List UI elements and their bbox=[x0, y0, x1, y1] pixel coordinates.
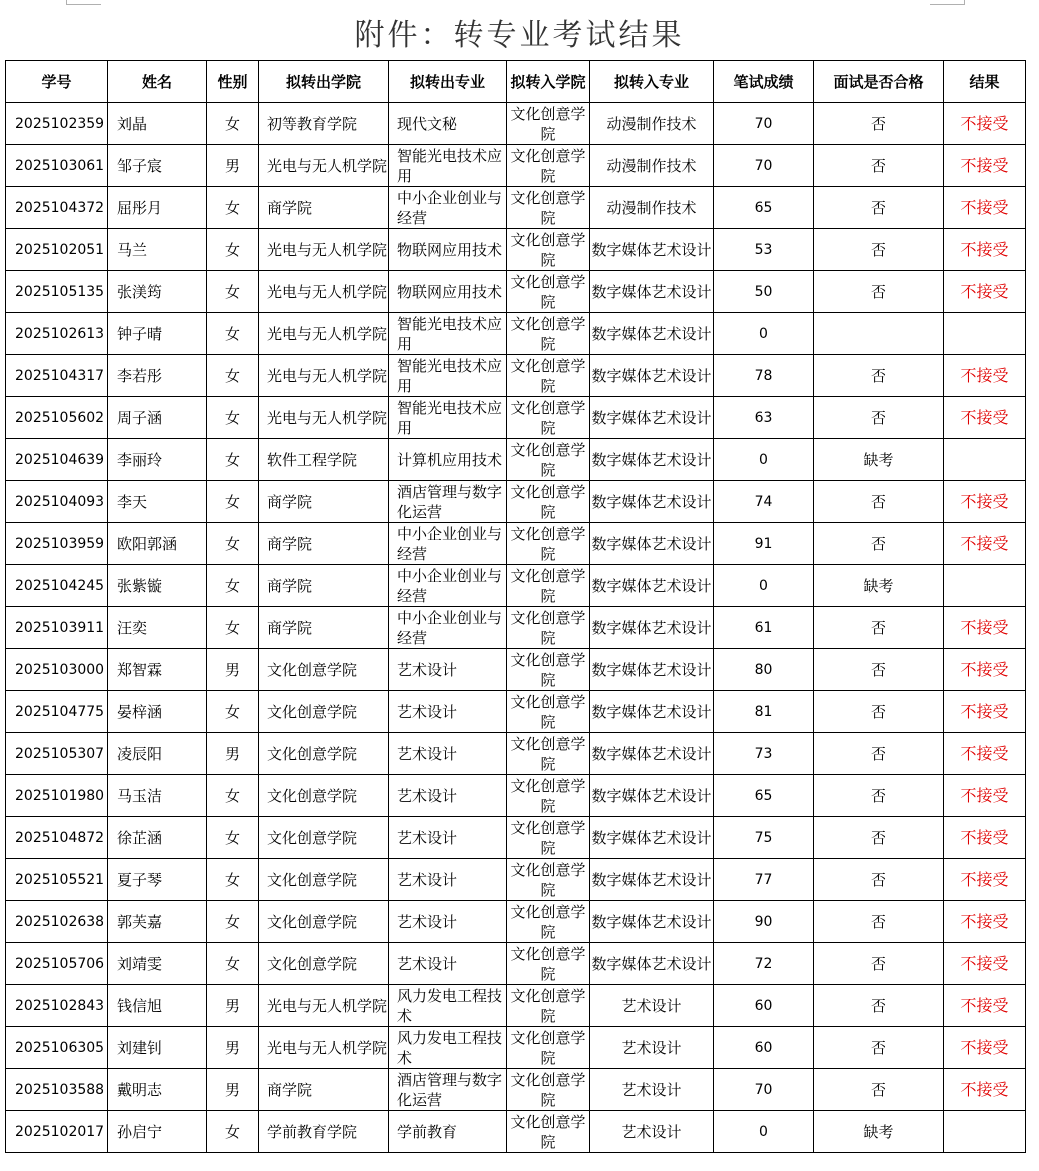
cell-gender: 女 bbox=[207, 103, 259, 145]
cell-interview-pass: 否 bbox=[814, 355, 944, 397]
cell-to-college: 文化创意学院 bbox=[507, 187, 590, 229]
cell-result: 不接受 bbox=[944, 733, 1026, 775]
cell-from-major: 艺术设计 bbox=[389, 859, 507, 901]
cell-gender: 女 bbox=[207, 229, 259, 271]
cell-student-id: 2025103000 bbox=[6, 649, 108, 691]
cell-to-college: 文化创意学院 bbox=[507, 271, 590, 313]
cell-name: 屈彤月 bbox=[108, 187, 207, 229]
cell-to-major: 艺术设计 bbox=[590, 1111, 714, 1153]
cell-from-major: 酒店管理与数字化运营 bbox=[389, 1069, 507, 1111]
cell-to-college: 文化创意学院 bbox=[507, 1111, 590, 1153]
cell-student-id: 2025101980 bbox=[6, 775, 108, 817]
table-header-row bbox=[6, 61, 1026, 103]
cell-from-college: 商学院 bbox=[259, 565, 389, 607]
cell-to-major: 数字媒体艺术设计 bbox=[590, 355, 714, 397]
cell-to-major: 数字媒体艺术设计 bbox=[590, 859, 714, 901]
cell-name: 钱信旭 bbox=[108, 985, 207, 1027]
cell-written-score: 0 bbox=[714, 313, 814, 355]
cell-interview-pass: 缺考 bbox=[814, 565, 944, 607]
cell-to-major: 艺术设计 bbox=[590, 1069, 714, 1111]
cell-result: 不接受 bbox=[944, 775, 1026, 817]
table-row bbox=[6, 397, 1026, 439]
cell-to-major: 数字媒体艺术设计 bbox=[590, 733, 714, 775]
cell-written-score: 65 bbox=[714, 775, 814, 817]
cell-written-score: 0 bbox=[714, 565, 814, 607]
header-to-college: 拟转入学院 bbox=[507, 61, 590, 103]
cell-interview-pass: 否 bbox=[814, 775, 944, 817]
cell-result: 不接受 bbox=[944, 145, 1026, 187]
cell-to-college: 文化创意学院 bbox=[507, 649, 590, 691]
table-row bbox=[6, 1111, 1026, 1153]
cell-from-college: 文化创意学院 bbox=[259, 859, 389, 901]
cell-result: 不接受 bbox=[944, 271, 1026, 313]
cell-from-college: 光电与无人机学院 bbox=[259, 355, 389, 397]
cell-to-college: 文化创意学院 bbox=[507, 817, 590, 859]
cell-name: 郑智霖 bbox=[108, 649, 207, 691]
cell-result: 不接受 bbox=[944, 859, 1026, 901]
cell-result: 不接受 bbox=[944, 103, 1026, 145]
cell-gender: 女 bbox=[207, 523, 259, 565]
cell-from-college: 文化创意学院 bbox=[259, 775, 389, 817]
cell-interview-pass: 否 bbox=[814, 271, 944, 313]
cell-result: 不接受 bbox=[944, 523, 1026, 565]
cell-interview-pass: 否 bbox=[814, 187, 944, 229]
cell-to-major: 数字媒体艺术设计 bbox=[590, 523, 714, 565]
cell-name: 戴明志 bbox=[108, 1069, 207, 1111]
cell-from-college: 商学院 bbox=[259, 187, 389, 229]
cell-to-major: 数字媒体艺术设计 bbox=[590, 229, 714, 271]
cell-name: 钟子晴 bbox=[108, 313, 207, 355]
cell-student-id: 2025103959 bbox=[6, 523, 108, 565]
cell-result: 不接受 bbox=[944, 397, 1026, 439]
cell-to-major: 数字媒体艺术设计 bbox=[590, 565, 714, 607]
cell-to-college: 文化创意学院 bbox=[507, 481, 590, 523]
page-title: 附件：转专业考试结果 bbox=[354, 18, 685, 53]
table-row bbox=[6, 229, 1026, 271]
cell-interview-pass: 否 bbox=[814, 1027, 944, 1069]
cell-from-college: 软件工程学院 bbox=[259, 439, 389, 481]
table-row bbox=[6, 565, 1026, 607]
header-to-major: 拟转入专业 bbox=[590, 61, 714, 103]
cell-to-major: 数字媒体艺术设计 bbox=[590, 817, 714, 859]
cell-from-college: 光电与无人机学院 bbox=[259, 985, 389, 1027]
cell-written-score: 75 bbox=[714, 817, 814, 859]
cell-to-major: 数字媒体艺术设计 bbox=[590, 943, 714, 985]
cell-result: 不接受 bbox=[944, 1027, 1026, 1069]
cell-interview-pass: 否 bbox=[814, 817, 944, 859]
cell-from-major: 风力发电工程技术 bbox=[389, 985, 507, 1027]
cell-result: 不接受 bbox=[944, 1069, 1026, 1111]
cell-result bbox=[944, 565, 1026, 607]
header-result: 结果 bbox=[944, 61, 1026, 103]
cell-result: 不接受 bbox=[944, 817, 1026, 859]
cell-result: 不接受 bbox=[944, 985, 1026, 1027]
table-row bbox=[6, 1027, 1026, 1069]
table-row bbox=[6, 901, 1026, 943]
cell-written-score: 78 bbox=[714, 355, 814, 397]
header-from-college: 拟转出学院 bbox=[259, 61, 389, 103]
cell-student-id: 2025104245 bbox=[6, 565, 108, 607]
cell-written-score: 61 bbox=[714, 607, 814, 649]
cell-result bbox=[944, 439, 1026, 481]
cell-name: 张紫镟 bbox=[108, 565, 207, 607]
cell-gender: 女 bbox=[207, 313, 259, 355]
cell-from-major: 智能光电技术应用 bbox=[389, 397, 507, 439]
cell-name: 凌辰阳 bbox=[108, 733, 207, 775]
cell-name: 周子涵 bbox=[108, 397, 207, 439]
cell-to-major: 艺术设计 bbox=[590, 985, 714, 1027]
cell-name: 夏子琴 bbox=[108, 859, 207, 901]
cell-from-major: 中小企业创业与经营 bbox=[389, 187, 507, 229]
cell-written-score: 70 bbox=[714, 1069, 814, 1111]
cell-interview-pass: 否 bbox=[814, 901, 944, 943]
cell-name: 马玉洁 bbox=[108, 775, 207, 817]
cell-to-college: 文化创意学院 bbox=[507, 145, 590, 187]
cell-from-major: 风力发电工程技术 bbox=[389, 1027, 507, 1069]
cell-written-score: 77 bbox=[714, 859, 814, 901]
cell-gender: 女 bbox=[207, 355, 259, 397]
cell-student-id: 2025104639 bbox=[6, 439, 108, 481]
cell-written-score: 81 bbox=[714, 691, 814, 733]
cell-student-id: 2025105307 bbox=[6, 733, 108, 775]
header-student-id: 学号 bbox=[6, 61, 108, 103]
cell-result: 不接受 bbox=[944, 481, 1026, 523]
cell-interview-pass: 否 bbox=[814, 649, 944, 691]
cell-from-college: 文化创意学院 bbox=[259, 901, 389, 943]
cell-name: 刘靖雯 bbox=[108, 943, 207, 985]
cell-interview-pass: 否 bbox=[814, 229, 944, 271]
cell-to-college: 文化创意学院 bbox=[507, 355, 590, 397]
cell-student-id: 2025102843 bbox=[6, 985, 108, 1027]
cell-written-score: 91 bbox=[714, 523, 814, 565]
cell-gender: 男 bbox=[207, 985, 259, 1027]
cell-student-id: 2025103061 bbox=[6, 145, 108, 187]
cell-from-major: 智能光电技术应用 bbox=[389, 355, 507, 397]
cell-gender: 女 bbox=[207, 859, 259, 901]
cell-to-college: 文化创意学院 bbox=[507, 1027, 590, 1069]
table-row bbox=[6, 859, 1026, 901]
cell-name: 刘晶 bbox=[108, 103, 207, 145]
cell-written-score: 72 bbox=[714, 943, 814, 985]
cell-student-id: 2025105602 bbox=[6, 397, 108, 439]
cell-name: 张渼筠 bbox=[108, 271, 207, 313]
cell-gender: 女 bbox=[207, 1111, 259, 1153]
cell-to-college: 文化创意学院 bbox=[507, 397, 590, 439]
table-row bbox=[6, 1069, 1026, 1111]
cell-from-college: 文化创意学院 bbox=[259, 649, 389, 691]
cell-interview-pass: 缺考 bbox=[814, 1111, 944, 1153]
cell-written-score: 90 bbox=[714, 901, 814, 943]
cell-name: 李丽玲 bbox=[108, 439, 207, 481]
cell-name: 邹子宸 bbox=[108, 145, 207, 187]
cell-to-major: 数字媒体艺术设计 bbox=[590, 439, 714, 481]
cell-result: 不接受 bbox=[944, 691, 1026, 733]
cell-from-major: 艺术设计 bbox=[389, 817, 507, 859]
cell-interview-pass: 否 bbox=[814, 985, 944, 1027]
cell-result: 不接受 bbox=[944, 649, 1026, 691]
cell-written-score: 50 bbox=[714, 271, 814, 313]
cell-written-score: 0 bbox=[714, 439, 814, 481]
header-name: 姓名 bbox=[108, 61, 207, 103]
cell-from-major: 现代文秘 bbox=[389, 103, 507, 145]
cell-from-major: 智能光电技术应用 bbox=[389, 313, 507, 355]
cell-written-score: 63 bbox=[714, 397, 814, 439]
cell-result: 不接受 bbox=[944, 355, 1026, 397]
cell-from-college: 文化创意学院 bbox=[259, 943, 389, 985]
cell-from-college: 文化创意学院 bbox=[259, 817, 389, 859]
cell-from-college: 光电与无人机学院 bbox=[259, 1027, 389, 1069]
cell-to-college: 文化创意学院 bbox=[507, 775, 590, 817]
table-row bbox=[6, 439, 1026, 481]
cell-from-college: 光电与无人机学院 bbox=[259, 313, 389, 355]
cell-gender: 男 bbox=[207, 145, 259, 187]
cell-gender: 女 bbox=[207, 817, 259, 859]
cell-result bbox=[944, 313, 1026, 355]
table-row bbox=[6, 985, 1026, 1027]
cell-written-score: 70 bbox=[714, 103, 814, 145]
cell-from-major: 艺术设计 bbox=[389, 775, 507, 817]
cell-name: 刘建钊 bbox=[108, 1027, 207, 1069]
cell-interview-pass: 否 bbox=[814, 733, 944, 775]
cell-interview-pass: 否 bbox=[814, 943, 944, 985]
cell-to-college: 文化创意学院 bbox=[507, 439, 590, 481]
cell-from-major: 艺术设计 bbox=[389, 943, 507, 985]
cell-to-major: 数字媒体艺术设计 bbox=[590, 313, 714, 355]
cell-student-id: 2025103911 bbox=[6, 607, 108, 649]
cell-from-college: 商学院 bbox=[259, 607, 389, 649]
cell-result bbox=[944, 1111, 1026, 1153]
cell-from-major: 物联网应用技术 bbox=[389, 271, 507, 313]
cell-interview-pass: 否 bbox=[814, 1069, 944, 1111]
cell-written-score: 74 bbox=[714, 481, 814, 523]
cell-gender: 男 bbox=[207, 649, 259, 691]
cell-from-college: 光电与无人机学院 bbox=[259, 271, 389, 313]
cell-student-id: 2025105135 bbox=[6, 271, 108, 313]
cell-result: 不接受 bbox=[944, 943, 1026, 985]
cell-written-score: 0 bbox=[714, 1111, 814, 1153]
cell-gender: 男 bbox=[207, 1027, 259, 1069]
header-from-major: 拟转出专业 bbox=[389, 61, 507, 103]
cell-result: 不接受 bbox=[944, 187, 1026, 229]
cell-student-id: 2025104093 bbox=[6, 481, 108, 523]
cell-student-id: 2025104372 bbox=[6, 187, 108, 229]
cell-name: 徐芷涵 bbox=[108, 817, 207, 859]
cell-name: 汪奕 bbox=[108, 607, 207, 649]
cell-result: 不接受 bbox=[944, 901, 1026, 943]
cell-to-major: 数字媒体艺术设计 bbox=[590, 271, 714, 313]
cell-gender: 女 bbox=[207, 187, 259, 229]
cell-gender: 女 bbox=[207, 775, 259, 817]
results-table bbox=[5, 60, 1026, 1153]
table-body bbox=[6, 103, 1026, 1153]
page-corner-mark-left bbox=[66, 0, 101, 5]
cell-gender: 女 bbox=[207, 943, 259, 985]
header-gender: 性别 bbox=[207, 61, 259, 103]
cell-to-college: 文化创意学院 bbox=[507, 691, 590, 733]
cell-student-id: 2025102051 bbox=[6, 229, 108, 271]
cell-interview-pass: 否 bbox=[814, 691, 944, 733]
cell-to-college: 文化创意学院 bbox=[507, 985, 590, 1027]
cell-student-id: 2025104775 bbox=[6, 691, 108, 733]
cell-to-college: 文化创意学院 bbox=[507, 103, 590, 145]
cell-interview-pass: 否 bbox=[814, 397, 944, 439]
table-row bbox=[6, 607, 1026, 649]
cell-gender: 女 bbox=[207, 901, 259, 943]
table-row bbox=[6, 103, 1026, 145]
cell-from-major: 计算机应用技术 bbox=[389, 439, 507, 481]
cell-written-score: 80 bbox=[714, 649, 814, 691]
page-corner-mark-right bbox=[930, 0, 965, 5]
cell-written-score: 73 bbox=[714, 733, 814, 775]
table-row bbox=[6, 649, 1026, 691]
cell-to-college: 文化创意学院 bbox=[507, 313, 590, 355]
header-interview-pass: 面试是否合格 bbox=[814, 61, 944, 103]
cell-to-college: 文化创意学院 bbox=[507, 943, 590, 985]
cell-student-id: 2025102017 bbox=[6, 1111, 108, 1153]
cell-interview-pass: 否 bbox=[814, 145, 944, 187]
cell-to-major: 数字媒体艺术设计 bbox=[590, 901, 714, 943]
header-written-score: 笔试成绩 bbox=[714, 61, 814, 103]
cell-name: 晏梓涵 bbox=[108, 691, 207, 733]
cell-from-college: 文化创意学院 bbox=[259, 691, 389, 733]
cell-gender: 女 bbox=[207, 565, 259, 607]
cell-to-college: 文化创意学院 bbox=[507, 607, 590, 649]
table-row bbox=[6, 271, 1026, 313]
cell-student-id: 2025102359 bbox=[6, 103, 108, 145]
cell-interview-pass: 否 bbox=[814, 859, 944, 901]
cell-to-college: 文化创意学院 bbox=[507, 565, 590, 607]
cell-from-major: 学前教育 bbox=[389, 1111, 507, 1153]
cell-gender: 男 bbox=[207, 1069, 259, 1111]
cell-name: 李若彤 bbox=[108, 355, 207, 397]
cell-gender: 女 bbox=[207, 271, 259, 313]
table-row bbox=[6, 313, 1026, 355]
table-row bbox=[6, 145, 1026, 187]
table-row bbox=[6, 775, 1026, 817]
cell-to-major: 艺术设计 bbox=[590, 1027, 714, 1069]
cell-to-major: 动漫制作技术 bbox=[590, 145, 714, 187]
cell-written-score: 60 bbox=[714, 985, 814, 1027]
cell-result: 不接受 bbox=[944, 607, 1026, 649]
cell-gender: 女 bbox=[207, 481, 259, 523]
cell-interview-pass bbox=[814, 313, 944, 355]
cell-to-college: 文化创意学院 bbox=[507, 859, 590, 901]
cell-student-id: 2025102638 bbox=[6, 901, 108, 943]
cell-student-id: 2025104872 bbox=[6, 817, 108, 859]
cell-gender: 女 bbox=[207, 691, 259, 733]
cell-gender: 男 bbox=[207, 733, 259, 775]
cell-from-major: 中小企业创业与经营 bbox=[389, 523, 507, 565]
cell-from-college: 光电与无人机学院 bbox=[259, 229, 389, 271]
cell-interview-pass: 否 bbox=[814, 523, 944, 565]
table-row bbox=[6, 817, 1026, 859]
table-row bbox=[6, 943, 1026, 985]
cell-written-score: 70 bbox=[714, 145, 814, 187]
cell-from-college: 商学院 bbox=[259, 523, 389, 565]
cell-interview-pass: 缺考 bbox=[814, 439, 944, 481]
cell-from-major: 艺术设计 bbox=[389, 901, 507, 943]
cell-written-score: 65 bbox=[714, 187, 814, 229]
cell-student-id: 2025105706 bbox=[6, 943, 108, 985]
cell-gender: 女 bbox=[207, 607, 259, 649]
cell-interview-pass: 否 bbox=[814, 103, 944, 145]
cell-from-college: 文化创意学院 bbox=[259, 733, 389, 775]
cell-written-score: 60 bbox=[714, 1027, 814, 1069]
cell-from-major: 酒店管理与数字化运营 bbox=[389, 481, 507, 523]
cell-from-college: 初等教育学院 bbox=[259, 103, 389, 145]
cell-to-major: 数字媒体艺术设计 bbox=[590, 775, 714, 817]
table-row bbox=[6, 523, 1026, 565]
cell-from-college: 商学院 bbox=[259, 481, 389, 523]
table-row bbox=[6, 355, 1026, 397]
cell-from-major: 艺术设计 bbox=[389, 691, 507, 733]
cell-from-major: 智能光电技术应用 bbox=[389, 145, 507, 187]
cell-to-major: 数字媒体艺术设计 bbox=[590, 607, 714, 649]
table-row bbox=[6, 733, 1026, 775]
cell-to-major: 数字媒体艺术设计 bbox=[590, 481, 714, 523]
cell-from-major: 艺术设计 bbox=[389, 649, 507, 691]
cell-from-college: 光电与无人机学院 bbox=[259, 397, 389, 439]
cell-from-college: 商学院 bbox=[259, 1069, 389, 1111]
cell-to-major: 动漫制作技术 bbox=[590, 103, 714, 145]
cell-gender: 女 bbox=[207, 397, 259, 439]
table-row bbox=[6, 481, 1026, 523]
cell-name: 李天 bbox=[108, 481, 207, 523]
cell-student-id: 2025102613 bbox=[6, 313, 108, 355]
cell-from-major: 中小企业创业与经营 bbox=[389, 565, 507, 607]
table-row bbox=[6, 691, 1026, 733]
cell-interview-pass: 否 bbox=[814, 607, 944, 649]
cell-to-major: 数字媒体艺术设计 bbox=[590, 649, 714, 691]
cell-to-college: 文化创意学院 bbox=[507, 229, 590, 271]
cell-name: 欧阳郭涵 bbox=[108, 523, 207, 565]
cell-to-college: 文化创意学院 bbox=[507, 1069, 590, 1111]
cell-to-college: 文化创意学院 bbox=[507, 901, 590, 943]
cell-student-id: 2025104317 bbox=[6, 355, 108, 397]
cell-written-score: 53 bbox=[714, 229, 814, 271]
cell-to-major: 数字媒体艺术设计 bbox=[590, 397, 714, 439]
cell-to-college: 文化创意学院 bbox=[507, 733, 590, 775]
cell-from-major: 中小企业创业与经营 bbox=[389, 607, 507, 649]
cell-from-college: 光电与无人机学院 bbox=[259, 145, 389, 187]
cell-name: 孙启宁 bbox=[108, 1111, 207, 1153]
cell-student-id: 2025103588 bbox=[6, 1069, 108, 1111]
cell-from-major: 艺术设计 bbox=[389, 733, 507, 775]
table-row bbox=[6, 187, 1026, 229]
cell-to-college: 文化创意学院 bbox=[507, 523, 590, 565]
cell-result: 不接受 bbox=[944, 229, 1026, 271]
cell-from-major: 物联网应用技术 bbox=[389, 229, 507, 271]
cell-to-major: 动漫制作技术 bbox=[590, 187, 714, 229]
cell-name: 马兰 bbox=[108, 229, 207, 271]
cell-student-id: 2025106305 bbox=[6, 1027, 108, 1069]
cell-from-college: 学前教育学院 bbox=[259, 1111, 389, 1153]
cell-name: 郭芙嘉 bbox=[108, 901, 207, 943]
cell-gender: 女 bbox=[207, 439, 259, 481]
cell-to-major: 数字媒体艺术设计 bbox=[590, 691, 714, 733]
cell-interview-pass: 否 bbox=[814, 481, 944, 523]
cell-student-id: 2025105521 bbox=[6, 859, 108, 901]
